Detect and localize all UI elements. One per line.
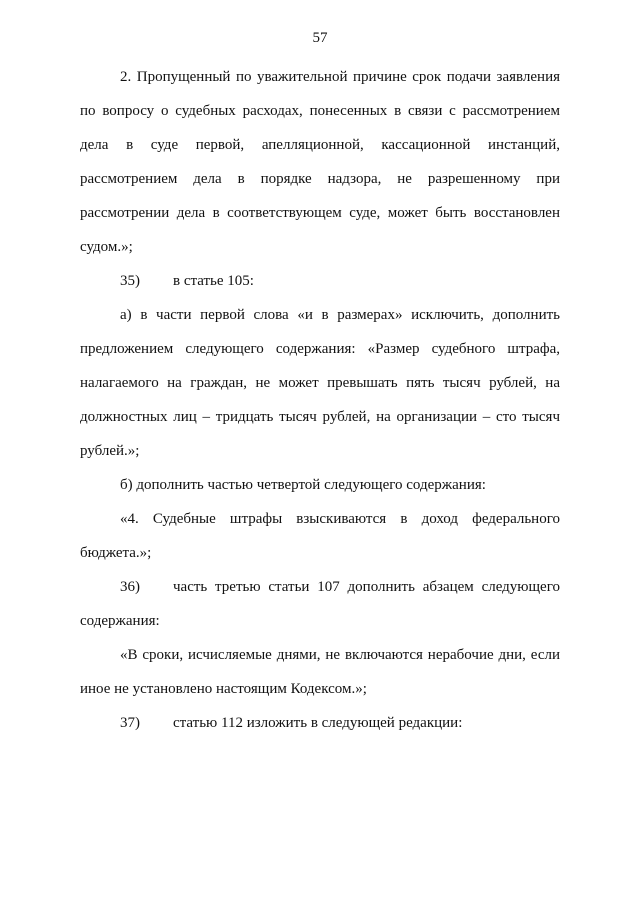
page-number: 57 [312,30,328,46]
item-text: статью 112 изложить в следующей редакции: [173,715,463,731]
item-number: 37) [120,715,140,731]
item-text: в статье 105: [173,273,254,289]
item-36-continuation: содержания: [80,613,160,629]
paragraph-restoration-line1: 2. Пропущенный по уважительной причине срок подачи заявления [120,69,560,85]
paragraph-restoration-rest: по вопросу о судебных расходах, понесенных в связи с рассмотрением дела в суде первой, апелляционной, кассационной инстанций, рассмотрением дела в порядке надзора, не разрешенному при рассмотрении дела в соответствующем суде, может быть восстановлен судом.»; [80,103,560,255]
document-body [80,60,560,740]
paragraph-b: б) дополнить частью четвертой следующего содержания: [120,477,486,493]
list-item-37 [80,706,560,740]
list-item-35 [80,264,560,298]
paragraph-a: а) в части первой слова «и в размерах» исключить, дополнить предложением следующего содержания: «Размер судебного штрафа, налагаемого на граждан, не может превышать пять тысяч рублей, на должностных лиц – тридцать тысяч рублей, на организации – сто тысяч рублей.»; [80,307,560,459]
item-number: 36) [120,579,140,595]
paragraph-terms: «В сроки, исчисляемые днями, не включаются нерабочие дни, если иное не установлено настоящим Кодексом.»; [80,647,560,697]
list-item-36 [80,570,560,604]
item-number: 35) [120,273,140,289]
paragraph-fines: «4. Судебные штрафы взыскиваются в доход федерального бюджета.»; [80,511,560,561]
item-text: часть третью статьи 107 дополнить абзацем следующего [173,579,560,595]
